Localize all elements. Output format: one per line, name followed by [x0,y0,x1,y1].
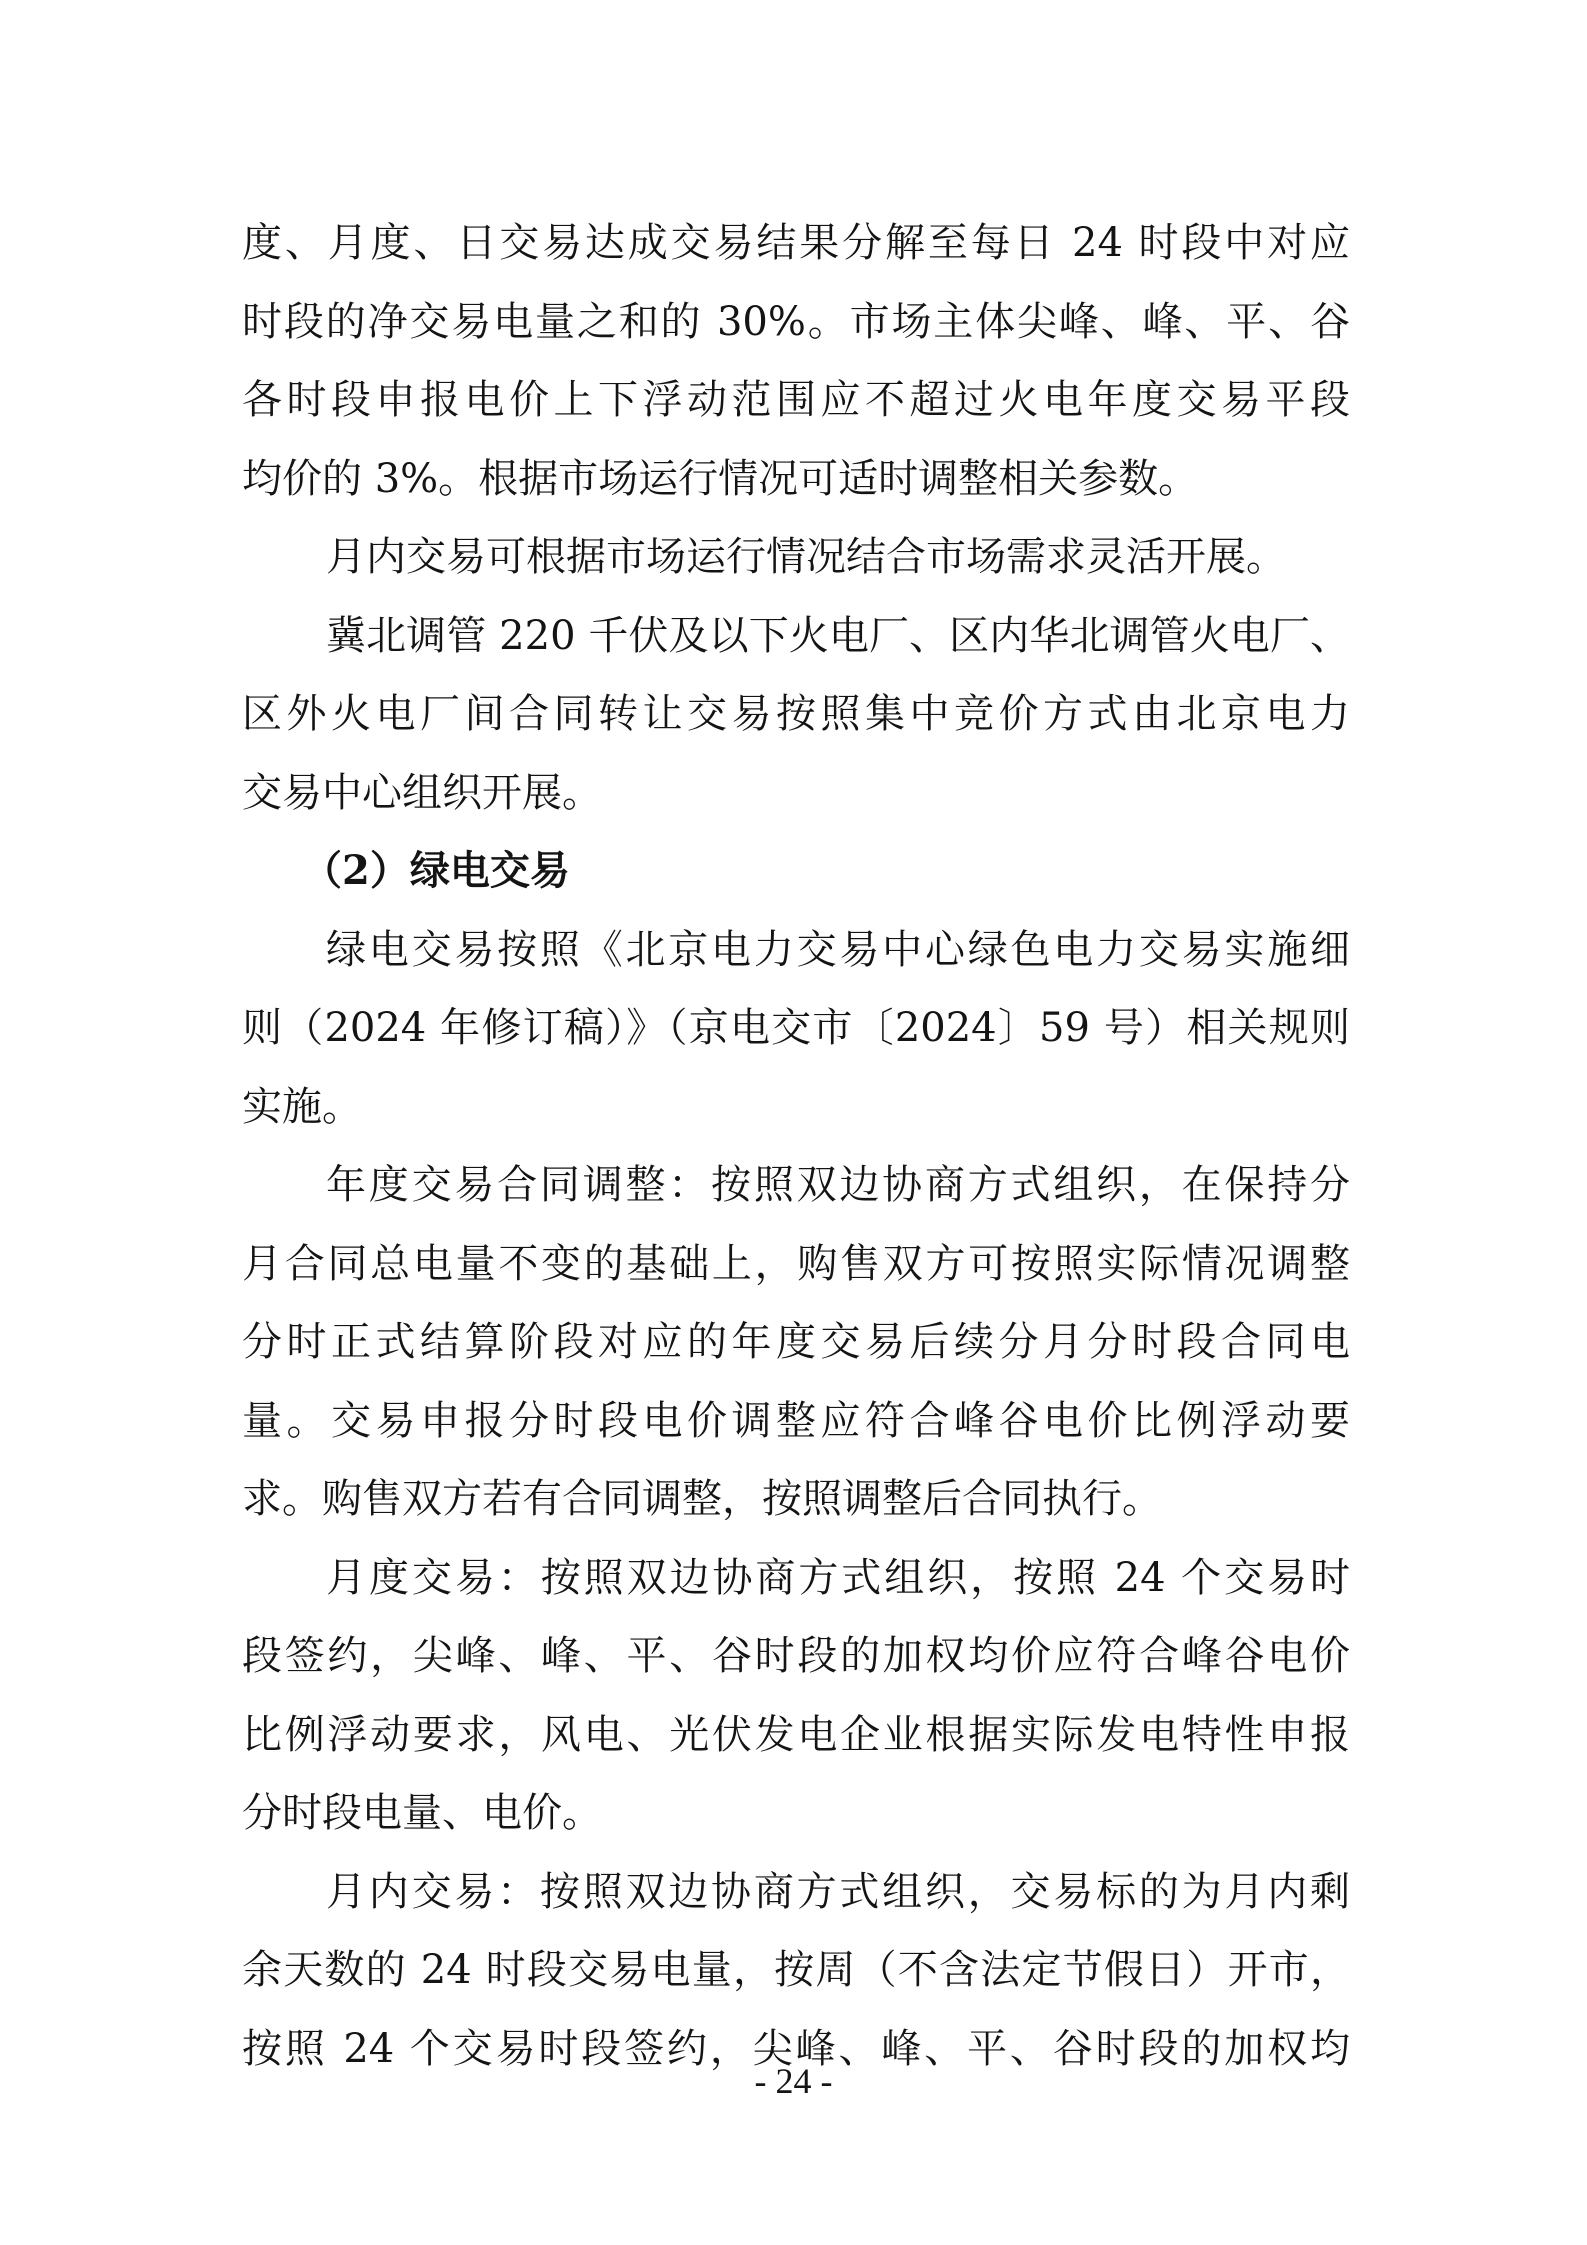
text-line: 月合同总电量不变的基础上，购售双方可按照实际情况调整 [242,1240,1350,1287]
text-line: 比例浮动要求，风电、光伏发电企业根据实际发电特性申报 [242,1711,1350,1758]
text-line: 月内交易可根据市场运行情况结合市场需求灵活开展。 [326,534,1286,580]
text-line: 实施。 [242,1083,362,1130]
text-line: 分时段电量、电价。 [242,1790,602,1836]
text-line: 月内交易：按照双边协商方式组织，交易标的为月内剩 [326,1868,1350,1915]
text-line: 月度交易：按照双边协商方式组织，按照 24 个交易时 [326,1554,1350,1601]
text-line: 绿电交易按照《北京电力交易中心绿色电力交易实施细 [326,926,1350,973]
text-line: 区外火电厂间合同转让交易按照集中竞价方式由北京电力 [242,691,1350,737]
text-line: 余天数的 24 时段交易电量，按周（不含法定节假日）开市， [242,1947,1350,1993]
page-number: - 24 - [754,2061,833,2101]
section-heading: （2）绿电交易 [302,847,570,894]
text-line: 各时段申报电价上下浮动范围应不超过火电年度交易平段 [242,377,1350,423]
text-line: 段签约，尖峰、峰、平、谷时段的加权均价应符合峰谷电价 [242,1633,1350,1679]
text-line: 则（2024 年修订稿）》（京电交市〔2024〕59 号）相关规则 [242,1005,1350,1051]
text-line: 度、月度、日交易达成交易结果分解至每日 24 时段中对应 [242,220,1350,266]
text-line: 按照 24 个交易时段签约，尖峰、峰、平、谷时段的加权均 [242,2025,1350,2072]
text-line: 均价的 3%。根据市场运行情况可适时调整相关参数。 [242,455,1199,502]
text-line: 冀北调管 220 千伏及以下火电厂、区内华北调管火电厂、 [326,612,1350,659]
text-line: 年度交易合同调整：按照双边协商方式组织，在保持分 [326,1162,1350,1208]
text-line: 量。交易申报分时段电价调整应符合峰谷电价比例浮动要 [242,1397,1350,1444]
text-line: 分时正式结算阶段对应的年度交易后续分月分时段合同电 [242,1319,1350,1365]
document-body [242,204,1350,2088]
text-line: 交易中心组织开展。 [242,769,602,816]
text-line: 时段的净交易电量之和的 30%。市场主体尖峰、峰、平、谷 [242,298,1350,345]
text-line: 求。购售双方若有合同调整，按照调整后合同执行。 [242,1476,1162,1522]
